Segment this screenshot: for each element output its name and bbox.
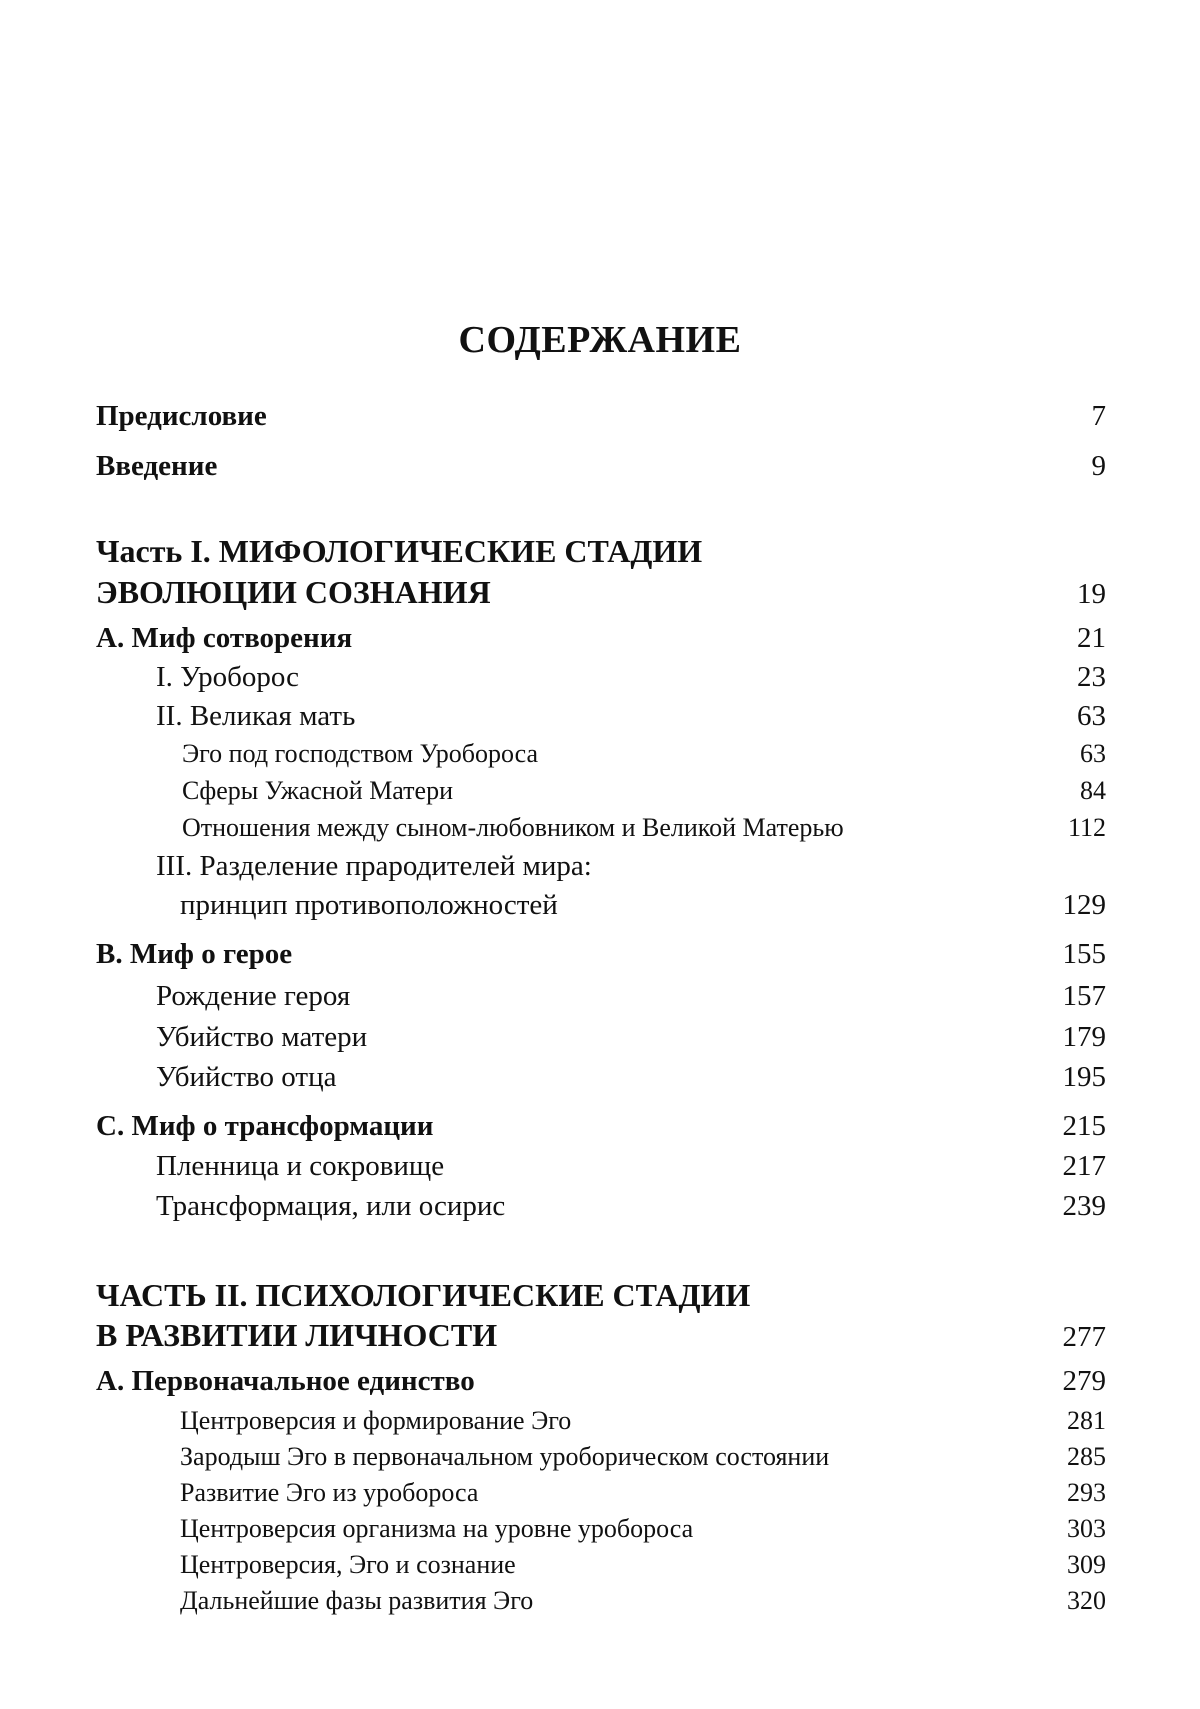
toc-entry-label: Отношения между сыном-любовником и Великой Матерью xyxy=(182,813,844,842)
toc-entry-page: 7 xyxy=(1091,400,1106,432)
toc-entry-section[interactable] xyxy=(96,1365,1106,1398)
toc-entry-label: II. Великая мать xyxy=(156,700,356,732)
toc-entry-page: 129 xyxy=(1062,889,1106,921)
toc-entry-page: 309 xyxy=(1067,1550,1106,1579)
toc-entry-page: 281 xyxy=(1067,1406,1106,1435)
toc-entry-label: Зародыш Эго в первоначальном уроборическом состоянии xyxy=(180,1442,830,1471)
toc-entry-page: 279 xyxy=(1062,1365,1106,1397)
toc-entry-label: В РАЗВИТИИ ЛИЧНОСТИ xyxy=(96,1317,498,1353)
toc-entry-page: 277 xyxy=(1062,1321,1106,1353)
toc-entry-label: А. Первоначальное единство xyxy=(96,1365,475,1397)
toc-entry-page: 21 xyxy=(1077,622,1106,654)
toc-entry-label: Рождение героя xyxy=(156,980,351,1012)
toc-entry-page: 195 xyxy=(1062,1061,1106,1093)
toc-entry-page: 215 xyxy=(1062,1110,1106,1142)
toc-entry-page: 23 xyxy=(1077,661,1106,693)
toc-entry-label: А. Миф сотворения xyxy=(96,622,353,654)
toc-entry-chapter[interactable] xyxy=(156,1150,1106,1183)
toc-entry-preface[interactable] xyxy=(96,400,1106,433)
toc-part-heading-line: Часть I. МИФОЛОГИЧЕСКИЕ СТАДИИ xyxy=(96,533,703,569)
toc-entry-subchapter[interactable] xyxy=(180,1586,1106,1616)
toc-entry-label: принцип противоположностей xyxy=(180,889,558,921)
toc-entry-section[interactable] xyxy=(96,938,1106,971)
toc-entry-introduction[interactable] xyxy=(96,450,1106,483)
toc-entry-page: 179 xyxy=(1062,1021,1106,1053)
toc-entry-label: С. Миф о трансформации xyxy=(96,1110,434,1142)
toc-entry-subchapter[interactable] xyxy=(180,1550,1106,1580)
toc-entry-chapter[interactable] xyxy=(180,889,1106,922)
toc-entry-page: 19 xyxy=(1077,578,1106,610)
toc-entry-page: 9 xyxy=(1091,450,1106,482)
toc-chapter-heading-line: III. Разделение прародителей мира: xyxy=(156,850,592,882)
toc-entry-label: I. Уроборос xyxy=(156,661,299,693)
toc-entry-page: 285 xyxy=(1067,1442,1106,1471)
toc-entry-subchapter[interactable] xyxy=(180,1442,1106,1472)
toc-entry-page: 63 xyxy=(1077,700,1106,732)
toc-entry-label: Дальнейшие фазы развития Эго xyxy=(180,1586,534,1615)
toc-entry-page: 239 xyxy=(1062,1190,1106,1222)
toc-entry-subchapter[interactable] xyxy=(182,813,1106,843)
toc-entry-section[interactable] xyxy=(96,1110,1106,1143)
toc-entry-label: В. Миф о герое xyxy=(96,938,293,970)
toc-entry-page: 320 xyxy=(1067,1586,1106,1615)
toc-entry-page: 84 xyxy=(1080,776,1106,805)
toc-entry-page: 293 xyxy=(1067,1478,1106,1507)
toc-entry-subchapter[interactable] xyxy=(180,1514,1106,1544)
toc-entry-chapter[interactable] xyxy=(156,1021,1106,1054)
toc-entry-subchapter[interactable] xyxy=(180,1406,1106,1436)
toc-entry-label: Предисловие xyxy=(96,400,267,432)
toc-entry-label: Сферы Ужасной Матери xyxy=(182,776,453,805)
toc-entry-label: Центроверсия и формирование Эго xyxy=(180,1406,572,1435)
toc-entry-subchapter[interactable] xyxy=(182,739,1106,769)
toc-part-heading-line: ЧАСТЬ II. ПСИХОЛОГИЧЕСКИЕ СТАДИИ xyxy=(96,1277,751,1313)
toc-entry-label: ЭВОЛЮЦИИ СОЗНАНИЯ xyxy=(96,574,491,610)
toc-entry-page: 63 xyxy=(1080,739,1106,768)
toc-entry-part-1[interactable] xyxy=(96,574,1106,611)
page-title: СОДЕРЖАНИЕ xyxy=(458,319,742,361)
toc-entry-label: Центроверсия организма на уровне уробороса xyxy=(180,1514,694,1543)
toc-entry-part-2[interactable] xyxy=(96,1317,1106,1354)
toc-entry-label: Центроверсия, Эго и сознание xyxy=(180,1550,516,1579)
toc-entry-label: Трансформация, или осирис xyxy=(156,1190,506,1222)
toc-entry-label: Убийство матери xyxy=(156,1021,368,1053)
toc-entry-page: 155 xyxy=(1062,938,1106,970)
toc-entry-chapter[interactable] xyxy=(156,700,1106,733)
toc-entry-chapter[interactable] xyxy=(156,980,1106,1013)
toc-entry-chapter[interactable] xyxy=(156,1061,1106,1094)
toc-entry-label: Убийство отца xyxy=(156,1061,337,1093)
toc-entry-label: Развитие Эго из уробороса xyxy=(180,1478,479,1507)
toc-entry-page: 157 xyxy=(1062,980,1106,1012)
toc-entry-page: 303 xyxy=(1067,1514,1106,1543)
toc-entry-chapter[interactable] xyxy=(156,1190,1106,1223)
toc-entry-page: 217 xyxy=(1062,1150,1106,1182)
toc-entry-page: 112 xyxy=(1067,813,1106,842)
toc-entry-label: Введение xyxy=(96,450,218,482)
toc-entry-subchapter[interactable] xyxy=(182,776,1106,806)
toc-entry-label: Эго под господством Уробороса xyxy=(182,739,539,768)
toc-entry-section[interactable] xyxy=(96,622,1106,655)
toc-entry-chapter[interactable] xyxy=(156,661,1106,694)
toc-entry-subchapter[interactable] xyxy=(180,1478,1106,1508)
toc-entry-label: Пленница и сокровище xyxy=(156,1150,445,1182)
